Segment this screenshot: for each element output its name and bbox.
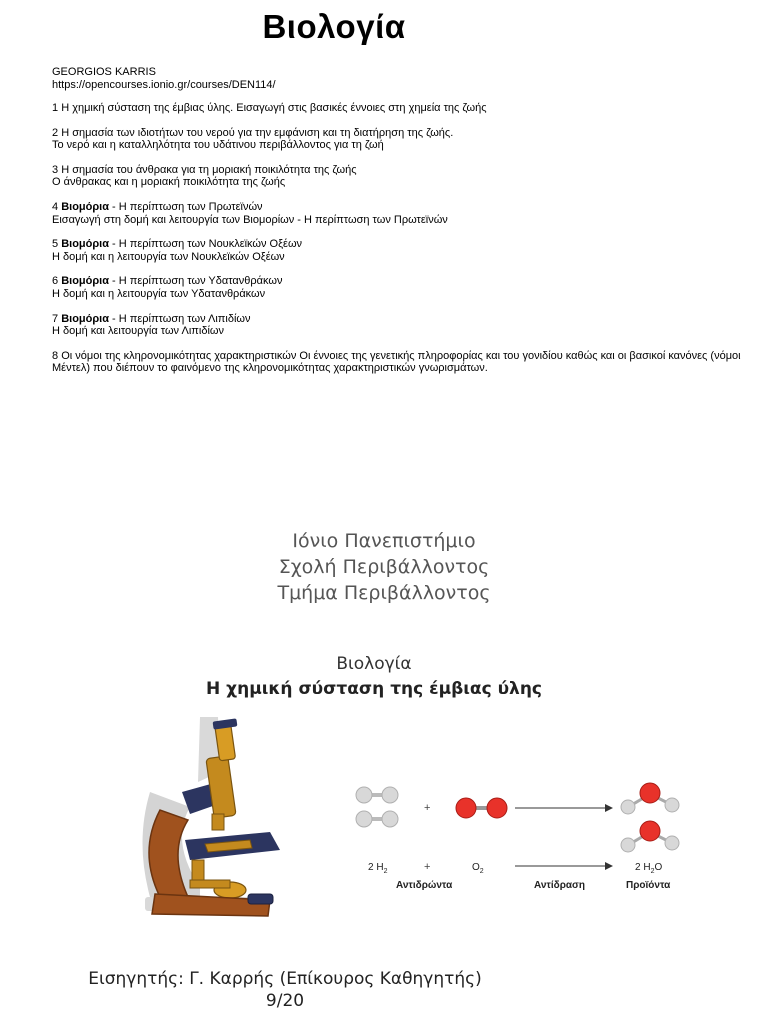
table-of-contents — [52, 102, 742, 387]
products-label: Προϊόντα — [626, 880, 671, 891]
course-url[interactable]: https://opencourses.ionio.gr/courses/DEN114/ — [52, 79, 276, 91]
product-water-formula: 2 $H_2O$ — [635, 862, 663, 875]
toc-item-number: 5 — [52, 238, 59, 251]
toc-item-line — [52, 238, 742, 251]
toc-item-line — [52, 275, 742, 288]
toc-item-4 — [52, 201, 742, 226]
toc-item-1 — [52, 102, 742, 115]
reaction-diagram — [350, 772, 690, 892]
cover-figure — [130, 712, 710, 932]
plus-sign: + — [424, 861, 431, 873]
toc-item-text: Η σημασία των ιδιοτήτων του νερού για την εμφάνιση και τη διατήρηση της ζωής. — [61, 126, 454, 139]
toc-item-bold: Βιομόρια — [61, 200, 109, 213]
toc-item-6 — [52, 275, 742, 300]
toc-item-text: - Η περίπτωση των Λιπιδίων — [112, 312, 251, 325]
toc-item-subline: Η δομή και η λειτουργία των Υδατανθράκων — [52, 287, 266, 300]
university-name: Ιόνιο Πανεπιστήμιο — [292, 530, 476, 552]
toc-item-number: 4 — [52, 200, 59, 213]
toc-item-text: Η σημασία του άνθρακα για τη μοριακή ποικιλότητα της ζωής — [61, 163, 357, 176]
department-name: Τμήμα Περιβάλλοντος — [277, 582, 491, 604]
toc-item-line — [52, 350, 742, 375]
toc-item-5 — [52, 238, 742, 263]
toc-item-number: 1 — [52, 102, 59, 114]
reactant-hydrogen-formula: 2 $H_2$ — [368, 862, 388, 875]
toc-item-line — [52, 127, 742, 140]
toc-item-bold: Βιομόρια — [61, 275, 109, 288]
toc-item-text: Η χημική σύσταση της έμβιας ύλης. Εισαγωγή στις βασικές έννοιες στη χημεία της ζωής — [61, 102, 487, 114]
toc-item-line — [52, 201, 742, 214]
toc-item-text: - Η περίπτωση των Υδατανθράκων — [112, 275, 283, 288]
reactant-oxygen-formula: $O_2$ — [472, 862, 484, 875]
author-name: GEORGIOS KARRIS — [52, 66, 156, 78]
toc-item-subline: Εισαγωγή στη δομή και λειτουργία των Βιομορίων - Η περίπτωση των Πρωτεϊνών — [52, 213, 448, 226]
page-number: 9/20 — [265, 991, 305, 1011]
toc-item-text: - Η περίπτωση των Νουκλεϊκών Οξέων — [112, 238, 303, 251]
institution-block — [0, 528, 768, 606]
toc-item-number: 2 — [52, 126, 59, 139]
toc-item-text: - Η περίπτωση των Πρωτεϊνών — [112, 200, 263, 213]
toc-item-subline: Ο άνθρακας και η μοριακή ποικιλότητα της ζωής — [52, 176, 286, 189]
toc-item-subline: Το νερό και η καταλληλότητα του υδάτινου περιβάλλοντος για τη ζωή — [52, 139, 384, 152]
footer — [0, 968, 570, 1012]
lecture-title: Η χημική σύσταση της έμβιας ύλης — [206, 679, 542, 699]
document-header — [52, 66, 276, 92]
toc-item-8 — [52, 350, 742, 375]
course-block — [0, 652, 748, 702]
toc-item-line — [52, 102, 742, 115]
toc-item-2 — [52, 127, 742, 152]
reactants-label: Αντιδρώντα — [396, 880, 453, 891]
toc-item-bold: Βιομόρια — [61, 238, 109, 251]
plus-sign: + — [424, 802, 431, 814]
toc-item-line — [52, 313, 742, 326]
toc-item-7 — [52, 313, 742, 338]
toc-item-text: Οι νόμοι της κληρονομικότητας χαρακτηριστικών Οι έννοιες της γενετικής πληροφορίας και του γονιδίου καθώς και οι βασικοί κανόνες (νόμοι Μέντελ) που διέπουν το φαινόμενο της κληρονομικότητας χαρακτηριστικών γνωρισμάτων. — [52, 349, 741, 375]
toc-item-3 — [52, 164, 742, 189]
course-name: Βιολογία — [336, 654, 412, 674]
reaction-label: Αντίδραση — [534, 880, 586, 891]
page-title: Βιολογία — [262, 8, 406, 45]
toc-item-subline: Η δομή και λειτουργία των Λιπιδίων — [52, 325, 224, 338]
toc-item-number: 3 — [52, 163, 59, 176]
toc-item-line — [52, 164, 742, 177]
toc-item-bold: Βιομόρια — [61, 312, 109, 325]
microscope-icon — [143, 717, 281, 916]
school-name: Σχολή Περιβάλλοντος — [278, 556, 490, 578]
toc-item-number: 8 — [52, 349, 59, 362]
toc-item-number: 7 — [52, 312, 59, 325]
toc-item-subline: Η δομή και η λειτουργία των Νουκλεϊκών Οξέων — [52, 250, 285, 263]
toc-item-number: 6 — [52, 275, 59, 288]
lecturer-line: Εισηγητής: Γ. Καρρής (Επίκουρος Καθηγητής) — [88, 969, 482, 989]
